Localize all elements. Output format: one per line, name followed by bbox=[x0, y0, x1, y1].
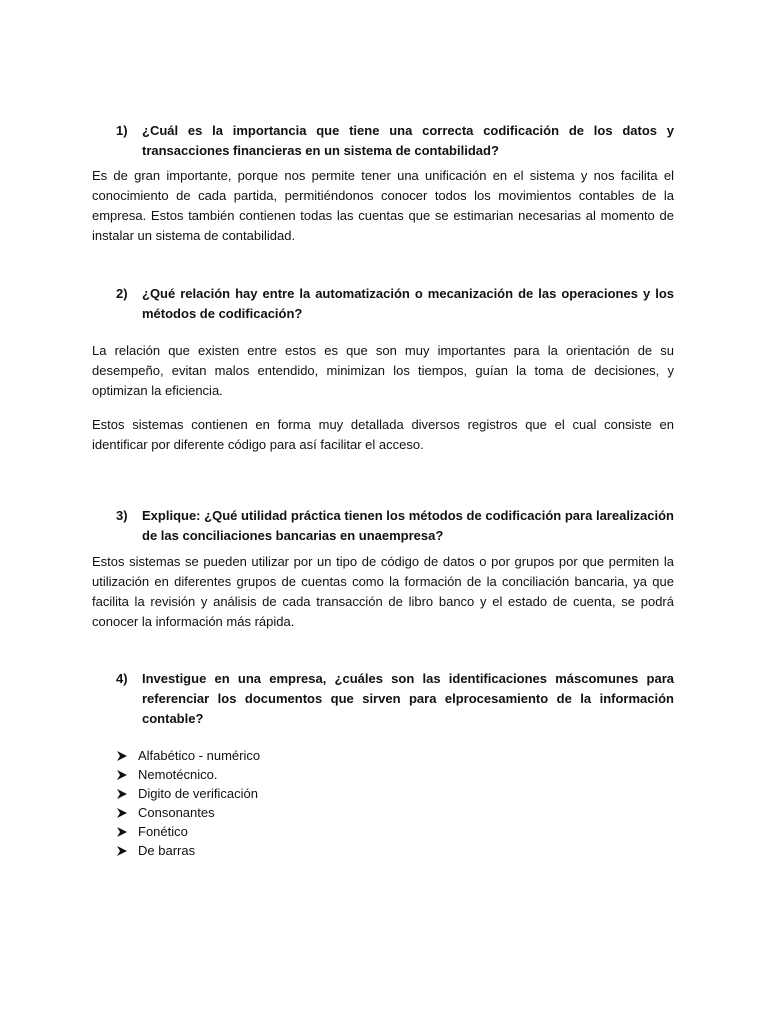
arrowhead-bullet-icon bbox=[116, 826, 128, 838]
answer-paragraph: La relación que existen entre estos es que son muy importantes para la orientación de su desempeño, evitan malos entendido, minimizan los tiempos, guían la toma de decisiones, y optimizan la eficiencia. bbox=[92, 343, 674, 398]
question-text: Explique: ¿Qué utilidad práctica tienen los métodos de codificación para larealización de las conciliaciones bancarias en unaempresa? bbox=[142, 508, 674, 543]
list-item: Alfabético - numérico bbox=[92, 746, 674, 765]
list-item: De barras bbox=[92, 841, 674, 860]
answer-1 bbox=[92, 166, 674, 246]
question-heading bbox=[92, 506, 674, 546]
bullet-list bbox=[92, 746, 674, 860]
question-text: ¿Cuál es la importancia que tiene una correcta codificación de los datos y transacciones financieras en un sistema de contabilidad? bbox=[142, 123, 674, 158]
question-heading bbox=[92, 284, 674, 324]
arrowhead-bullet-icon bbox=[116, 750, 128, 762]
question-4 bbox=[92, 669, 674, 729]
question-text: Investigue en una empresa, ¿cuáles son las identificaciones máscomunes para referenciar los documentos que sirven para elprocesamiento de la información contable? bbox=[142, 671, 674, 726]
answer-paragraph: Estos sistemas se pueden utilizar por un tipo de código de datos o por grupos por que permiten la utilización en diferentes grupos de cuentas como la formación de la conciliación bancaria, ya que facilita la revisión y análisis de cada transacción de libro banco y el estado de cuenta, se podrá conocer la información más rápida. bbox=[92, 554, 674, 629]
list-item: Fonético bbox=[92, 822, 674, 841]
arrowhead-bullet-icon bbox=[116, 845, 128, 857]
question-heading bbox=[92, 121, 674, 161]
answer-3 bbox=[92, 552, 674, 632]
question-text: ¿Qué relación hay entre la automatización o mecanización de las operaciones y los métodos de codificación? bbox=[142, 286, 674, 321]
question-number: 1) bbox=[116, 123, 128, 138]
question-number: 4) bbox=[116, 671, 128, 686]
question-heading bbox=[92, 669, 674, 729]
question-number: 2) bbox=[116, 286, 128, 301]
list-item: Consonantes bbox=[92, 803, 674, 822]
list-item: Digito de verificación bbox=[92, 784, 674, 803]
arrowhead-bullet-icon bbox=[116, 807, 128, 819]
question-number: 3) bbox=[116, 508, 128, 523]
question-2 bbox=[92, 284, 674, 324]
answer-2a bbox=[92, 341, 674, 401]
arrowhead-bullet-icon bbox=[116, 788, 128, 800]
answer-paragraph: Es de gran importante, porque nos permite tener una unificación en el sistema y nos facilita el conocimiento de cada partida, permitiéndonos conocer todos los movimientos contables de la empresa. Estos también contienen todas las cuentas que se estimarian necesarias al momento de instalar un sistema de contabilidad. bbox=[92, 168, 674, 243]
answer-2b bbox=[92, 415, 674, 455]
question-1 bbox=[92, 121, 674, 161]
list-item: Nemotécnico. bbox=[92, 765, 674, 784]
arrowhead-bullet-icon bbox=[116, 769, 128, 781]
question-3 bbox=[92, 506, 674, 546]
answer-paragraph: Estos sistemas contienen en forma muy detallada diversos registros que el cual consiste en identificar por diferente código para así facilitar el acceso. bbox=[92, 417, 674, 452]
